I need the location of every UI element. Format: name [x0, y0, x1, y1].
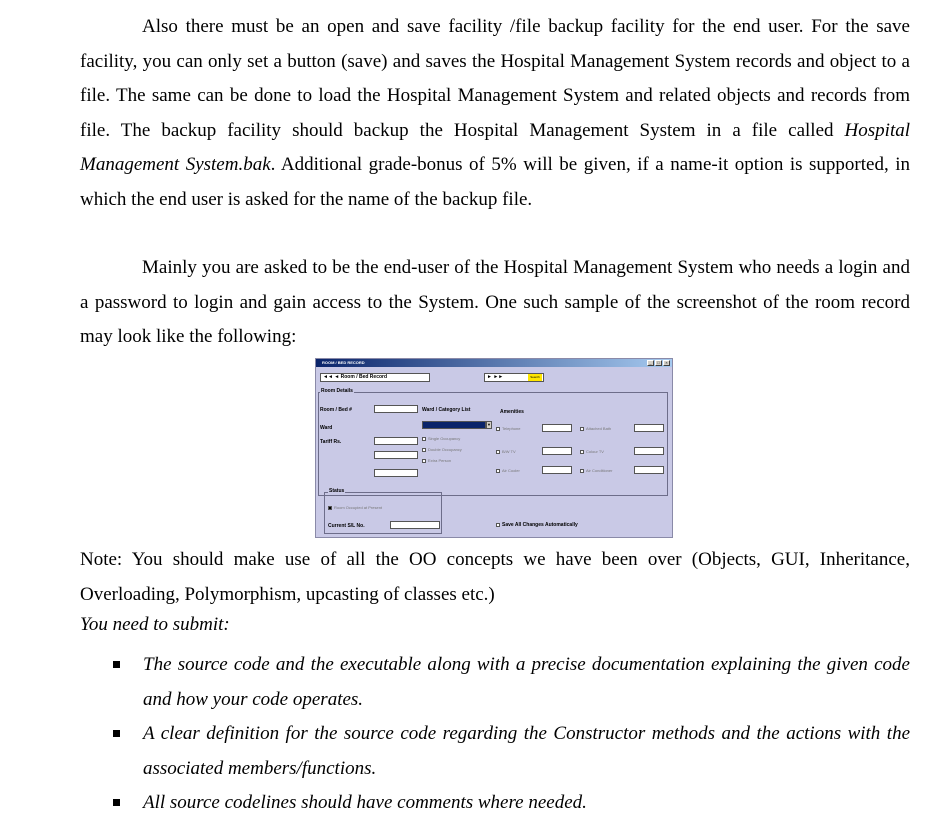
- ward-category-label: Ward / Category List: [422, 407, 471, 413]
- tariff-label: Tariff Rs.: [320, 439, 342, 445]
- room-bed-label: Room / Bed #: [320, 407, 352, 413]
- note-paragraph: Note: You should make use of all the OO concepts we have been over (Objects, GUI, Inheritance, Overloading, Polymorphism, upcasting of classes etc.): [80, 549, 910, 605]
- bullet-text: The source code and the executable along with a precise documentation explaining the given code and how your code operates.: [143, 654, 910, 710]
- extra-person-checkbox[interactable]: [422, 459, 426, 463]
- maximize-icon[interactable]: □: [655, 360, 662, 366]
- square-bullet-icon: [113, 661, 120, 668]
- tariff-input-3[interactable]: [374, 469, 418, 477]
- bw-tv-label: B/W TV: [502, 449, 516, 454]
- amenities-label: Amenities: [500, 409, 524, 415]
- square-bullet-icon: [113, 730, 120, 737]
- extra-person-label: Extra Person: [428, 458, 452, 463]
- double-occupancy-checkbox[interactable]: [422, 448, 426, 452]
- colour-tv-label: Colour TV: [586, 449, 604, 454]
- air-cooler-input[interactable]: [542, 466, 572, 474]
- nav-left-arrows-icon[interactable]: ◄◄ ◄: [323, 374, 340, 380]
- chevron-down-icon[interactable]: ▼: [487, 422, 491, 427]
- record-navigator[interactable]: [320, 373, 430, 382]
- window-title: ROOM / BED RECORD: [322, 360, 365, 365]
- air-conditioner-input[interactable]: [634, 466, 664, 474]
- air-cooler-label: Air Cooler: [502, 468, 520, 473]
- tariff-input-2[interactable]: [374, 451, 418, 459]
- backup-filename: Hospital Management System.bak: [80, 119, 910, 175]
- submission-list: [100, 648, 910, 821]
- nav-label: Room / Bed Record: [340, 374, 388, 380]
- single-occupancy-checkbox[interactable]: [422, 437, 426, 441]
- search-button[interactable]: Search: [528, 374, 542, 381]
- room-occupied-label: Room Occupied at Present: [334, 505, 383, 510]
- close-icon[interactable]: ×: [663, 360, 670, 366]
- room-record-screenshot: [315, 358, 673, 538]
- window-titlebar: [316, 359, 672, 367]
- air-cooler-checkbox[interactable]: [496, 469, 500, 473]
- minimize-icon[interactable]: _: [647, 360, 654, 366]
- tariff-input[interactable]: [374, 437, 418, 445]
- save-all-checkbox[interactable]: [496, 523, 500, 527]
- telephone-label: Telephone: [502, 426, 521, 431]
- p1-text-b: . Additional grade-bonus of 5% will be given, if a name-it option is supported, in which the end user is asked for the name of the backup file.: [80, 154, 910, 210]
- attached-bath-input[interactable]: [634, 424, 664, 432]
- paragraph-backup-facility: [80, 10, 910, 217]
- room-bed-input[interactable]: [374, 405, 418, 413]
- p1-text-a: Also there must be an open and save facility /file backup facility for the end user. For the save facility, you can only set a button (save) and saves the Hospital Management System records and object to a file. The same can be done to load the Hospital Management System and related objects and records from file. The backup facility should backup the Hospital Management System in a file called: [80, 16, 910, 141]
- current-sl-input[interactable]: [390, 521, 440, 529]
- current-sl-label: Current S/L No.: [328, 523, 365, 529]
- attached-bath-checkbox[interactable]: [580, 427, 584, 431]
- colour-tv-input[interactable]: [634, 447, 664, 455]
- single-occupancy-label: Single Occupancy: [428, 436, 461, 441]
- window-controls: [647, 360, 670, 366]
- bullet-text: All source codelines should have comments where needed.: [143, 792, 587, 813]
- list-item: [100, 786, 910, 821]
- status-label: Status: [329, 488, 345, 494]
- telephone-input[interactable]: [542, 424, 572, 432]
- submit-heading: You need to submit:: [80, 614, 230, 635]
- save-all-label: Save All Changes Automatically: [502, 522, 578, 528]
- colour-tv-checkbox[interactable]: [580, 450, 584, 454]
- list-item: [100, 717, 910, 786]
- telephone-checkbox[interactable]: [496, 427, 500, 431]
- ward-category-select[interactable]: [422, 421, 486, 429]
- room-occupied-checkbox[interactable]: [328, 506, 332, 510]
- room-details-label: Room Details: [321, 388, 353, 394]
- attached-bath-label: Attached Bath: [586, 426, 612, 431]
- bw-tv-input[interactable]: [542, 447, 572, 455]
- air-conditioner-checkbox[interactable]: [580, 469, 584, 473]
- list-item: [100, 648, 910, 717]
- bw-tv-checkbox[interactable]: [496, 450, 500, 454]
- room-details-group: [318, 392, 668, 496]
- bullet-text: A clear definition for the source code regarding the Constructor methods and the actions with the associated members/functions.: [143, 723, 910, 779]
- double-occupancy-label: Double Occupancy: [428, 447, 462, 452]
- p2-text: Mainly you are asked to be the end-user of the Hospital Management System who needs a login and a password to login and gain access to the System. One such sample of the screenshot of the room record may look like the following:: [80, 257, 910, 347]
- square-bullet-icon: [113, 799, 120, 806]
- nav-right-arrows-icon[interactable]: ► ►►: [487, 374, 504, 380]
- paragraph-login: [80, 251, 910, 355]
- ward-label: Ward: [320, 425, 333, 431]
- air-conditioner-label: Air Conditioner: [586, 468, 613, 473]
